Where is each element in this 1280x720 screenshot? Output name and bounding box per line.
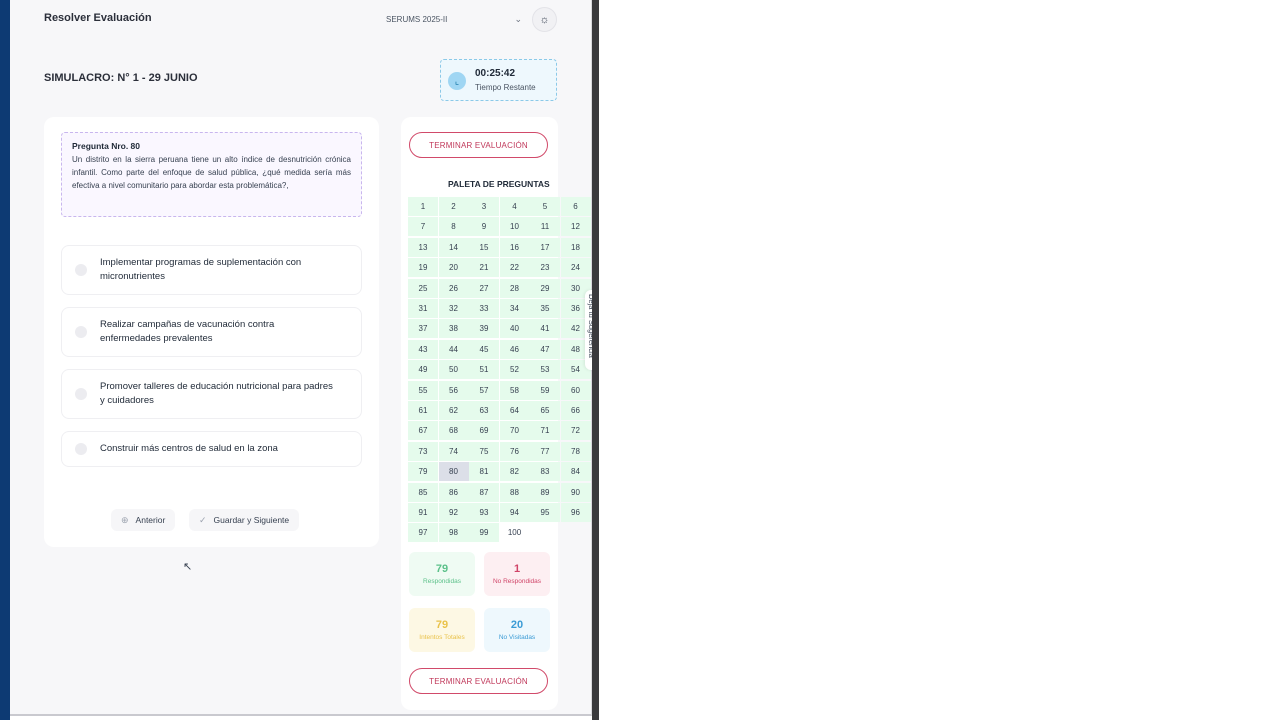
palette-question-60[interactable]: 60 [561, 381, 591, 400]
answer-option-text: Construir más centros de salud en la zona [100, 443, 278, 454]
palette-question-27[interactable]: 27 [469, 279, 499, 298]
palette-question-84[interactable]: 84 [561, 462, 591, 481]
stat-attempts-label: Intentos Totales [419, 634, 465, 641]
palette-question-89[interactable]: 89 [530, 483, 560, 502]
palette-question-86[interactable]: 86 [439, 483, 469, 502]
palette-question-52[interactable]: 52 [500, 360, 530, 379]
palette-question-55[interactable]: 55 [408, 381, 438, 400]
stat-attempts-value: 79 [435, 619, 449, 631]
clock-icon: ⌞ [448, 72, 466, 90]
palette-question-50[interactable]: 50 [439, 360, 469, 379]
palette-question-19[interactable]: 19 [408, 258, 438, 277]
palette-question-56[interactable]: 56 [439, 381, 469, 400]
palette-question-12[interactable]: 12 [561, 217, 591, 236]
stat-answered-label: Respondidas [423, 578, 461, 585]
stat-answered [409, 552, 475, 596]
palette-question-30[interactable]: 30 [561, 279, 591, 298]
palette-question-3[interactable]: 3 [469, 197, 499, 216]
previous-button-label: Anterior [135, 515, 166, 525]
finish-evaluation-button-top[interactable]: TERMINAR EVALUACIÓN [409, 132, 548, 158]
answer-option-text: Realizar campañas de vacunación contra enfermedades prevalentes [100, 319, 275, 344]
palette-question-26[interactable]: 26 [439, 279, 469, 298]
palette-question-8[interactable]: 8 [439, 217, 469, 236]
answer-option-3[interactable] [61, 369, 362, 419]
stat-unanswered-value: 1 [513, 563, 521, 575]
palette-question-94[interactable]: 94 [500, 503, 530, 522]
answer-option-text: Implementar programas de suplementación con micronutrientes [100, 257, 302, 282]
stat-unvisited-label: No Visitadas [498, 634, 536, 641]
arrow-left-circle-icon: ⊕ [121, 514, 129, 525]
palette-question-91[interactable]: 91 [408, 503, 438, 522]
exam-type-select[interactable] [382, 9, 526, 29]
palette-question-39[interactable]: 39 [469, 319, 499, 338]
palette-question-87[interactable]: 87 [469, 483, 499, 502]
stat-unvisited [484, 608, 550, 652]
palette-question-23[interactable]: 23 [530, 258, 560, 277]
palette-question-59[interactable]: 59 [530, 381, 560, 400]
palette-question-85[interactable]: 85 [408, 483, 438, 502]
palette-question-96[interactable]: 96 [561, 503, 591, 522]
palette-question-16[interactable]: 16 [500, 238, 530, 257]
palette-question-71[interactable]: 71 [530, 421, 560, 440]
palette-question-1[interactable]: 1 [408, 197, 438, 216]
palette-question-35[interactable]: 35 [530, 299, 560, 318]
palette-question-20[interactable]: 20 [439, 258, 469, 277]
question-card [44, 117, 379, 547]
palette-question-31[interactable]: 31 [408, 299, 438, 318]
mouse-cursor-icon: ↖ [183, 561, 193, 573]
palette-question-58[interactable]: 58 [500, 381, 530, 400]
palette-question-11[interactable]: 11 [530, 217, 560, 236]
palette-question-22[interactable]: 22 [500, 258, 530, 277]
palette-question-72[interactable]: 72 [561, 421, 591, 440]
palette-question-65[interactable]: 65 [530, 401, 560, 420]
palette-question-43[interactable]: 43 [408, 340, 438, 359]
palette-question-64[interactable]: 64 [500, 401, 530, 420]
palette-question-76[interactable]: 76 [500, 442, 530, 461]
palette-question-82[interactable]: 82 [500, 462, 530, 481]
radio-button[interactable] [75, 388, 87, 400]
palette-question-99[interactable]: 99 [469, 523, 499, 542]
timer-value: 00:25:42 [475, 68, 516, 79]
palette-question-92[interactable]: 92 [439, 503, 469, 522]
palette-question-83[interactable]: 83 [530, 462, 560, 481]
window-divider [592, 0, 599, 720]
palette-question-63[interactable]: 63 [469, 401, 499, 420]
palette-question-46[interactable]: 46 [500, 340, 530, 359]
blank-area [599, 0, 1280, 720]
palette-question-4[interactable]: 4 [500, 197, 530, 216]
exam-title: SIMULACRO: N° 1 - 29 JUNIO [44, 72, 198, 84]
stat-attempts [409, 608, 475, 652]
palette-question-49[interactable]: 49 [408, 360, 438, 379]
palette-title: PALETA DE PREGUNTAS [448, 179, 550, 189]
palette-question-29[interactable]: 29 [530, 279, 560, 298]
palette-question-40[interactable]: 40 [500, 319, 530, 338]
palette-question-14[interactable]: 14 [439, 238, 469, 257]
palette-question-44[interactable]: 44 [439, 340, 469, 359]
palette-question-5[interactable]: 5 [530, 197, 560, 216]
palette-question-95[interactable]: 95 [530, 503, 560, 522]
palette-question-62[interactable]: 62 [439, 401, 469, 420]
chevron-down-icon: ⌄ [514, 13, 522, 24]
palette-question-74[interactable]: 74 [439, 442, 469, 461]
question-text: Un distrito en la sierra peruana tiene un alto índice de desnutrición crónica infantil. Como parte del enfoque de salud pública, ¿qué medida sería más efectiva a nivel comunitario para abordar esta problemática?, [72, 155, 351, 190]
palette-question-2[interactable]: 2 [439, 197, 469, 216]
window-left-edge [0, 0, 10, 720]
palette-question-17[interactable]: 17 [530, 238, 560, 257]
palette-question-97[interactable]: 97 [408, 523, 438, 542]
palette-question-100[interactable]: 100 [500, 523, 530, 542]
radio-button[interactable] [75, 326, 87, 338]
save-next-button[interactable] [189, 509, 299, 531]
palette-question-47[interactable]: 47 [530, 340, 560, 359]
palette-question-75[interactable]: 75 [469, 442, 499, 461]
save-next-button-label: Guardar y Siguiente [213, 515, 290, 525]
palette-question-51[interactable]: 51 [469, 360, 499, 379]
palette-question-80[interactable]: 80 [439, 462, 469, 481]
palette-question-77[interactable]: 77 [530, 442, 560, 461]
stat-answered-value: 79 [435, 563, 449, 575]
palette-question-9[interactable]: 9 [469, 217, 499, 236]
palette-question-53[interactable]: 53 [530, 360, 560, 379]
radio-button[interactable] [75, 443, 87, 455]
previous-button[interactable] [111, 509, 175, 531]
palette-question-18[interactable]: 18 [561, 238, 591, 257]
question-palette-panel [401, 117, 580, 710]
question-number: Pregunta Nro. 80 [72, 141, 141, 151]
palette-question-90[interactable]: 90 [561, 483, 591, 502]
stat-unanswered-label: No Respondidas [492, 578, 542, 585]
palette-question-21[interactable]: 21 [469, 258, 499, 277]
palette-question-57[interactable]: 57 [469, 381, 499, 400]
palette-question-69[interactable]: 69 [469, 421, 499, 440]
finish-evaluation-button-bottom[interactable]: TERMINAR EVALUACIÓN [409, 668, 548, 694]
radio-button[interactable] [75, 264, 87, 276]
palette-question-61[interactable]: 61 [408, 401, 438, 420]
exam-type-select-value: SERUMS 2025-II [386, 14, 448, 24]
palette-question-37[interactable]: 37 [408, 319, 438, 338]
check-icon: ✓ [199, 514, 207, 525]
palette-question-28[interactable]: 28 [500, 279, 530, 298]
stat-unanswered [484, 552, 550, 596]
palette-question-38[interactable]: 38 [439, 319, 469, 338]
stat-unvisited-value: 20 [510, 619, 524, 631]
sun-icon: ☼ [539, 13, 550, 26]
palette-question-36[interactable]: 36 [561, 299, 591, 318]
question-box [61, 132, 362, 217]
palette-question-33[interactable]: 33 [469, 299, 499, 318]
palette-question-70[interactable]: 70 [500, 421, 530, 440]
palette-question-45[interactable]: 45 [469, 340, 499, 359]
theme-toggle-button[interactable] [532, 7, 557, 32]
palette-question-73[interactable]: 73 [408, 442, 438, 461]
palette-question-67[interactable]: 67 [408, 421, 438, 440]
palette-question-98[interactable]: 98 [439, 523, 469, 542]
answer-option-1[interactable] [61, 245, 362, 295]
app-window [10, 0, 592, 716]
palette-question-68[interactable]: 68 [439, 421, 469, 440]
palette-question-24[interactable]: 24 [561, 258, 591, 277]
timer-box [440, 59, 557, 101]
palette-question-41[interactable]: 41 [530, 319, 560, 338]
timer-label: Tiempo Restante [475, 83, 536, 92]
answer-option-4[interactable] [61, 431, 362, 467]
palette-question-13[interactable]: 13 [408, 238, 438, 257]
palette-question-7[interactable]: 7 [408, 217, 438, 236]
palette-question-88[interactable]: 88 [500, 483, 530, 502]
palette-question-54[interactable]: 54 [561, 360, 591, 379]
page-title: Resolver Evaluación [44, 12, 152, 24]
palette-question-34[interactable]: 34 [500, 299, 530, 318]
palette-question-66[interactable]: 66 [561, 401, 591, 420]
palette-question-79[interactable]: 79 [408, 462, 438, 481]
palette-question-32[interactable]: 32 [439, 299, 469, 318]
palette-question-81[interactable]: 81 [469, 462, 499, 481]
answer-option-2[interactable] [61, 307, 362, 357]
palette-question-6[interactable]: 6 [561, 197, 591, 216]
answer-option-text: Promover talleres de educación nutricional para padres y cuidadores [100, 381, 333, 406]
palette-question-42[interactable]: 42 [561, 319, 591, 338]
palette-question-93[interactable]: 93 [469, 503, 499, 522]
palette-question-48[interactable]: 48 [561, 340, 591, 359]
palette-question-15[interactable]: 15 [469, 238, 499, 257]
palette-question-78[interactable]: 78 [561, 442, 591, 461]
palette-question-10[interactable]: 10 [500, 217, 530, 236]
palette-question-25[interactable]: 25 [408, 279, 438, 298]
